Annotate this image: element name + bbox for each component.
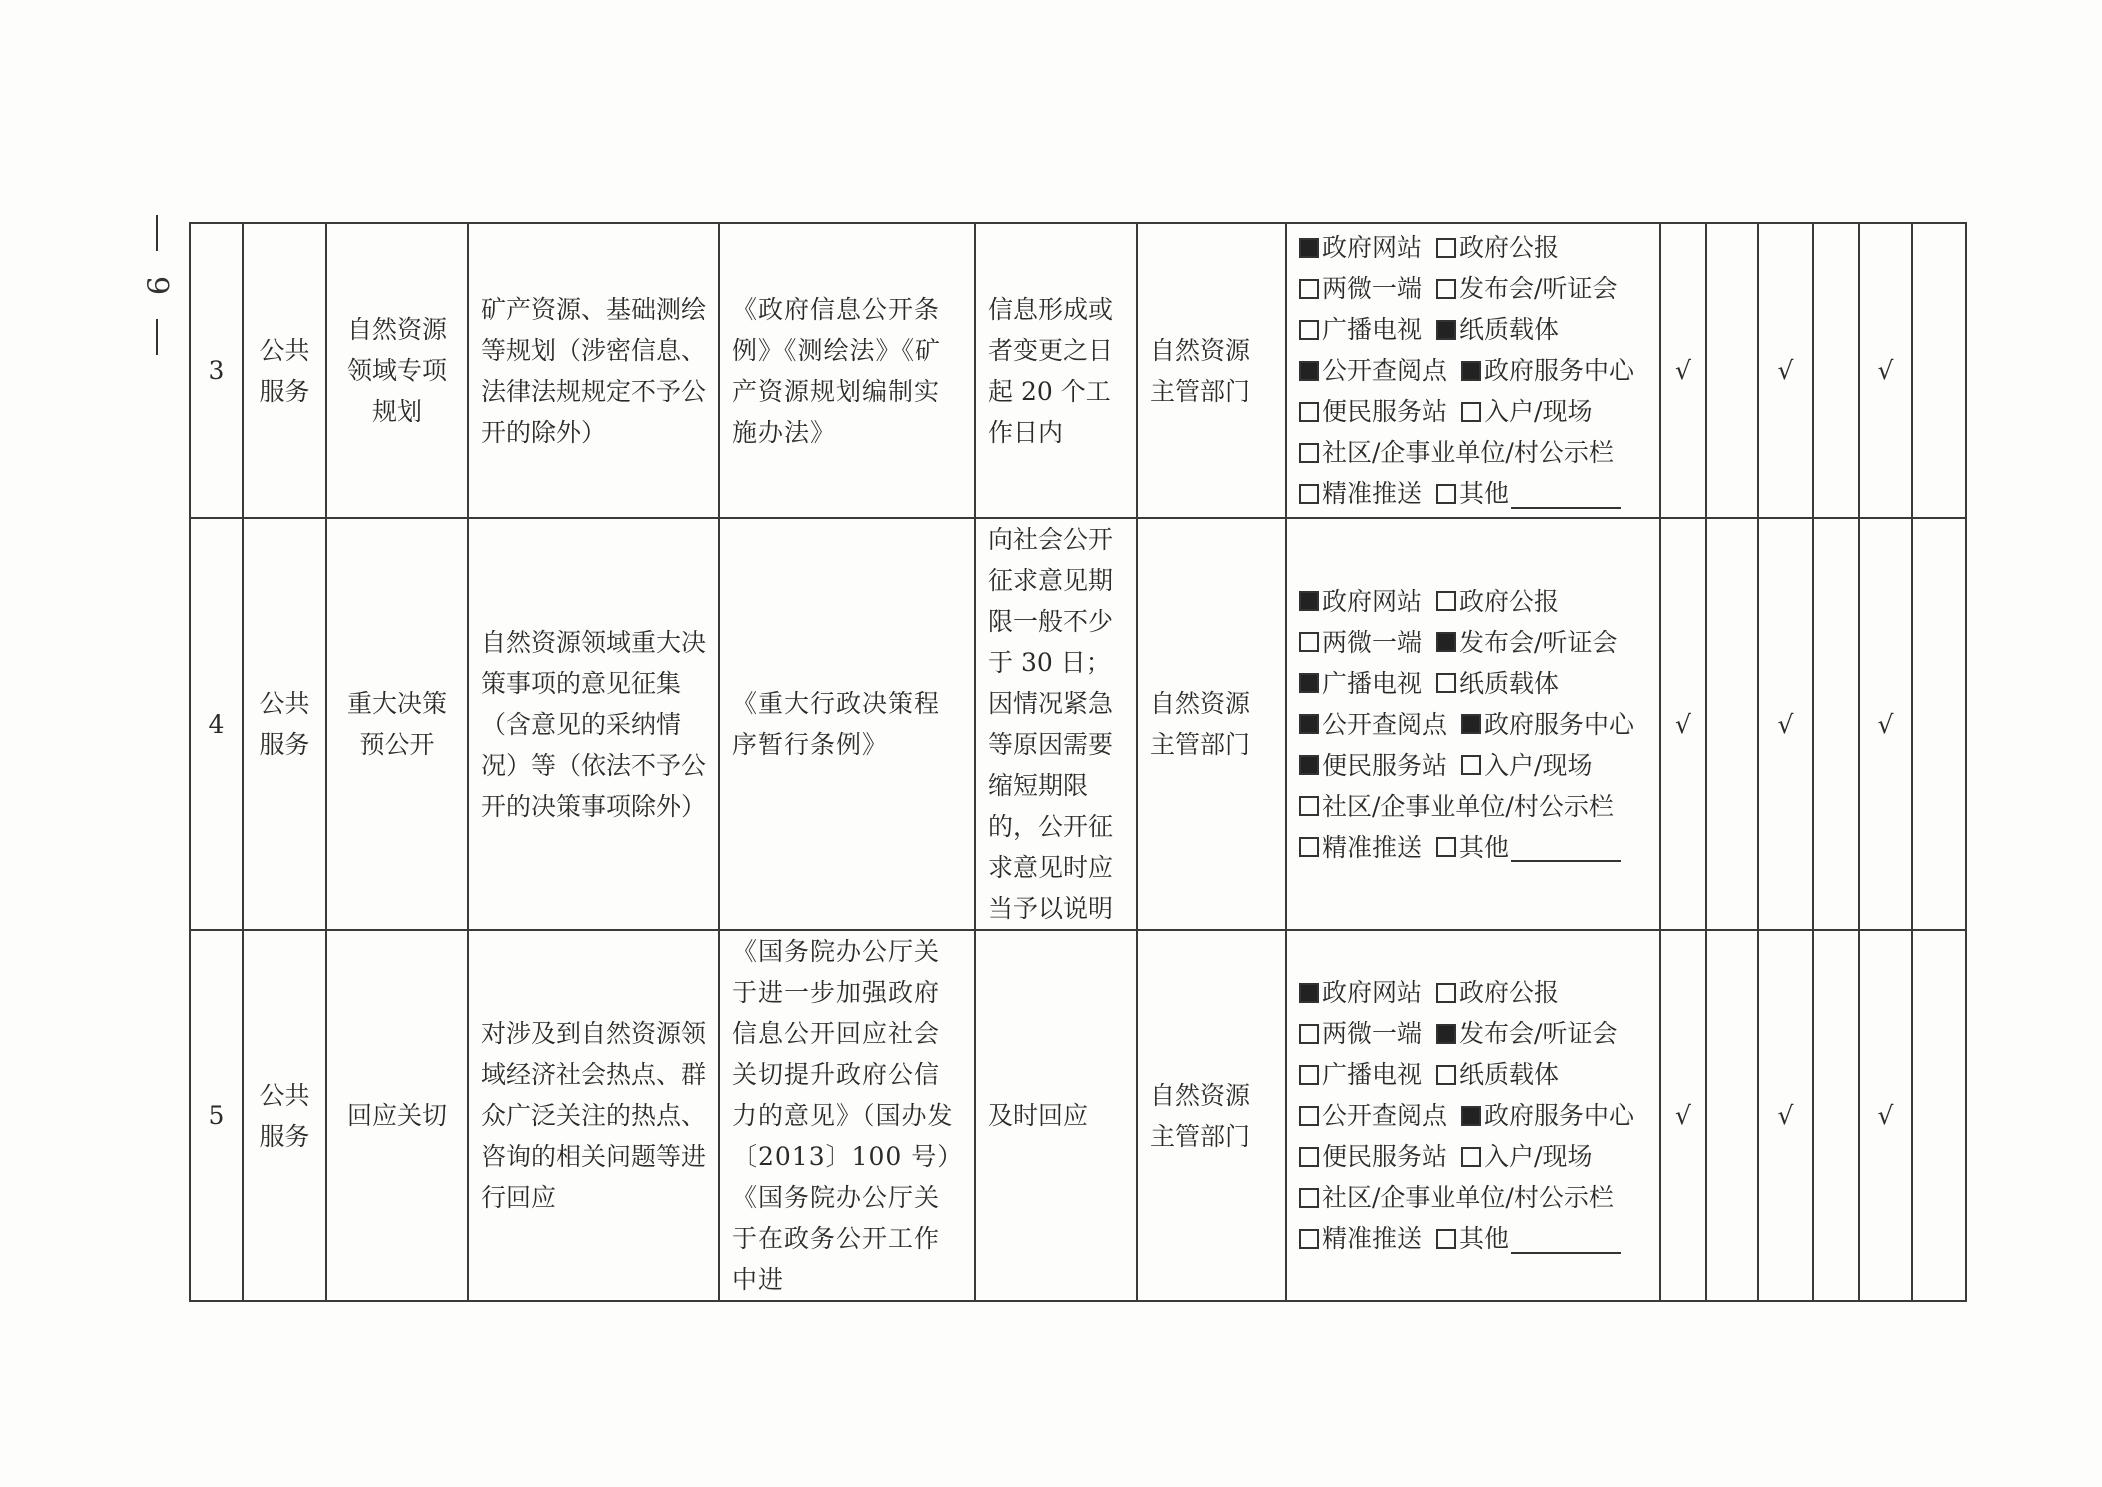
unchecked-box-icon [1299, 1229, 1319, 1249]
unchecked-box-icon [1299, 1147, 1319, 1167]
channel-option [1436, 1054, 1559, 1095]
checked-box-icon [1299, 591, 1319, 611]
channel-label: 政府服务中心 [1484, 1101, 1635, 1130]
channel-label: 发布会/听证会 [1459, 274, 1618, 303]
channel-option [1436, 663, 1559, 704]
table-row [190, 930, 1966, 1301]
row-category: 公共服务 [243, 223, 326, 518]
channel-label: 社区/企事业单位/村公示栏 [1322, 1183, 1614, 1212]
channel-label: 广播电视 [1322, 1060, 1423, 1089]
channel-label: 社区/企事业单位/村公示栏 [1322, 438, 1614, 467]
channel-option [1436, 473, 1621, 514]
channel-line [1299, 581, 1647, 622]
channel-option [1436, 227, 1559, 268]
channel-option [1299, 309, 1422, 350]
check-mark: √ [1758, 223, 1813, 518]
checked-box-icon [1436, 632, 1456, 652]
channel-option [1436, 581, 1559, 622]
row-category: 公共服务 [243, 930, 326, 1301]
unchecked-box-icon [1436, 591, 1456, 611]
channel-label: 两微一端 [1322, 274, 1423, 303]
unchecked-box-icon [1299, 1188, 1319, 1208]
fill-in-blank-line [1511, 1224, 1621, 1254]
channel-line [1299, 432, 1647, 473]
channel-option [1461, 350, 1634, 391]
unchecked-box-icon [1436, 983, 1456, 1003]
channel-line [1299, 972, 1647, 1013]
channel-line [1299, 1054, 1647, 1095]
unchecked-box-icon [1299, 279, 1319, 299]
row-department: 自然资源主管部门 [1137, 930, 1286, 1301]
fill-in-blank-line [1511, 832, 1621, 862]
channel-option [1299, 663, 1422, 704]
channel-option [1299, 268, 1422, 309]
channel-label: 入户/现场 [1484, 750, 1593, 780]
channel-label: 精准推送 [1322, 479, 1423, 508]
row-index: 5 [190, 930, 243, 1301]
channel-option [1299, 473, 1422, 514]
channel-line [1299, 268, 1647, 309]
channel-line [1299, 1013, 1647, 1054]
unchecked-box-icon [1436, 484, 1456, 504]
row-channels [1286, 223, 1660, 518]
channel-label: 公开查阅点 [1322, 709, 1448, 739]
unchecked-box-icon [1299, 320, 1319, 340]
check-mark: √ [1859, 518, 1912, 930]
channel-option [1299, 1013, 1422, 1054]
channel-label: 入户/现场 [1484, 1142, 1593, 1171]
channel-option [1436, 972, 1559, 1013]
channel-option [1299, 432, 1614, 473]
channel-label: 政府网站 [1322, 233, 1423, 262]
row-index: 4 [190, 518, 243, 930]
unchecked-box-icon [1436, 1065, 1456, 1085]
channel-option [1299, 350, 1447, 391]
channel-label: 便民服务站 [1322, 1142, 1448, 1171]
check-mark: √ [1660, 518, 1706, 930]
channel-line [1299, 786, 1647, 827]
channel-label: 精准推送 [1322, 1224, 1423, 1253]
unchecked-box-icon [1299, 443, 1319, 463]
unchecked-box-icon [1299, 1106, 1319, 1126]
checked-box-icon [1299, 714, 1319, 734]
check-mark: √ [1660, 930, 1706, 1301]
row-channels [1286, 930, 1660, 1301]
channel-line [1299, 745, 1647, 786]
checked-box-icon [1299, 983, 1319, 1003]
channel-label: 政府公报 [1459, 233, 1560, 262]
channel-line [1299, 1218, 1647, 1259]
channel-label: 政府网站 [1322, 586, 1423, 616]
unchecked-box-icon [1461, 755, 1481, 775]
row-index: 3 [190, 223, 243, 518]
channel-option [1436, 309, 1559, 350]
checked-box-icon [1299, 238, 1319, 258]
row-time-limit: 信息形成或者变更之日起 20 个工作日内 [975, 223, 1137, 518]
check-mark: √ [1859, 223, 1912, 518]
channel-option [1461, 704, 1634, 745]
page-number-dash-top [156, 215, 158, 251]
channel-line [1299, 350, 1647, 391]
channel-option [1299, 622, 1422, 663]
channel-line [1299, 622, 1647, 663]
channel-option [1299, 227, 1422, 268]
disclosure-table [189, 222, 1967, 1302]
channel-label: 发布会/听证会 [1459, 627, 1618, 657]
channel-option [1299, 581, 1422, 622]
channel-label: 纸质载体 [1459, 668, 1560, 698]
channel-line [1299, 1177, 1647, 1218]
channel-option [1461, 1136, 1592, 1177]
table-row [190, 223, 1966, 518]
row-department: 自然资源主管部门 [1137, 518, 1286, 930]
empty-cell [1912, 930, 1966, 1301]
channel-line [1299, 1095, 1647, 1136]
empty-cell [1813, 223, 1859, 518]
empty-cell [1813, 930, 1859, 1301]
row-time-limit: 及时回应 [975, 930, 1137, 1301]
unchecked-box-icon [1299, 402, 1319, 422]
empty-cell [1912, 223, 1966, 518]
channel-option [1299, 827, 1422, 868]
channel-label: 社区/企事业单位/村公示栏 [1322, 791, 1614, 821]
channel-label: 政府网站 [1322, 978, 1423, 1007]
channel-label: 发布会/听证会 [1459, 1019, 1618, 1048]
channel-label: 其他 [1459, 1224, 1510, 1253]
channel-line [1299, 1136, 1647, 1177]
row-item: 自然资源领域专项规划 [326, 223, 468, 518]
unchecked-box-icon [1461, 1147, 1481, 1167]
checked-box-icon [1461, 361, 1481, 381]
empty-cell [1706, 930, 1758, 1301]
channel-option [1299, 786, 1614, 827]
channel-option [1299, 1177, 1614, 1218]
channel-option [1299, 1095, 1447, 1136]
channel-label: 公开查阅点 [1322, 356, 1448, 385]
channel-option [1299, 1218, 1422, 1259]
channel-option [1299, 745, 1447, 786]
checked-box-icon [1299, 755, 1319, 775]
page-number-dash-bottom [156, 319, 158, 355]
row-channels [1286, 518, 1660, 930]
channel-label: 政府公报 [1459, 586, 1560, 616]
check-mark: √ [1758, 930, 1813, 1301]
channel-option [1436, 1218, 1621, 1259]
channel-label: 政府服务中心 [1484, 356, 1635, 385]
channel-line [1299, 704, 1647, 745]
unchecked-box-icon [1299, 796, 1319, 816]
channel-option [1299, 972, 1422, 1013]
row-basis: 《重大行政决策程序暂行条例》 [719, 518, 975, 930]
channel-label: 政府公报 [1459, 978, 1560, 1007]
checked-box-icon [1461, 714, 1481, 734]
unchecked-box-icon [1436, 673, 1456, 693]
row-content: 矿产资源、基础测绘等规划（涉密信息、法律法规规定不予公开的除外） [468, 223, 719, 518]
channel-line [1299, 309, 1647, 350]
row-basis: 《国务院办公厅关于进一步加强政府信息公开回应社会关切提升政府公信力的意见》（国办发〔2013〕100 号）《国务院办公厅关于在政务公开工作中进 [719, 930, 975, 1301]
channel-line [1299, 663, 1647, 704]
row-item: 回应关切 [326, 930, 468, 1301]
channel-line [1299, 473, 1647, 514]
checked-box-icon [1299, 673, 1319, 693]
fill-in-blank-line [1511, 479, 1621, 509]
unchecked-box-icon [1461, 402, 1481, 422]
check-mark: √ [1859, 930, 1912, 1301]
table-row [190, 518, 1966, 930]
channel-label: 纸质载体 [1459, 315, 1560, 344]
channel-label: 两微一端 [1322, 627, 1423, 657]
unchecked-box-icon [1299, 1065, 1319, 1085]
row-item: 重大决策预公开 [326, 518, 468, 930]
channel-label: 入户/现场 [1484, 397, 1593, 426]
unchecked-box-icon [1299, 632, 1319, 652]
page-number-text: 9 [139, 275, 175, 295]
channel-line [1299, 391, 1647, 432]
channel-label: 纸质载体 [1459, 1060, 1560, 1089]
check-mark: √ [1758, 518, 1813, 930]
channel-label: 两微一端 [1322, 1019, 1423, 1048]
unchecked-box-icon [1436, 837, 1456, 857]
row-department: 自然资源主管部门 [1137, 223, 1286, 518]
unchecked-box-icon [1299, 1024, 1319, 1044]
channel-label: 广播电视 [1322, 315, 1423, 344]
channel-label: 便民服务站 [1322, 397, 1448, 426]
channel-option [1299, 391, 1447, 432]
row-basis: 《政府信息公开条例》《测绘法》《矿产资源规划编制实施办法》 [719, 223, 975, 518]
checked-box-icon [1461, 1106, 1481, 1126]
channel-label: 精准推送 [1322, 832, 1423, 862]
channel-line [1299, 227, 1647, 268]
page-number [137, 215, 177, 355]
row-time-limit: 向社会公开征求意见期限一般不少于 30 日；因情况紧急等原因需要缩短期限的，公开征求意见时应当予以说明 [975, 518, 1137, 930]
empty-cell [1813, 518, 1859, 930]
checked-box-icon [1436, 1024, 1456, 1044]
channel-label: 广播电视 [1322, 668, 1423, 698]
channel-label: 政府服务中心 [1484, 709, 1635, 739]
channel-option [1436, 622, 1617, 663]
channel-option [1436, 1013, 1617, 1054]
channel-option [1461, 745, 1592, 786]
channel-option [1299, 1136, 1447, 1177]
channel-option [1436, 268, 1617, 309]
row-content: 对涉及到自然资源领域经济社会热点、群众广泛关注的热点、咨询的相关问题等进行回应 [468, 930, 719, 1301]
unchecked-box-icon [1299, 837, 1319, 857]
channel-label: 公开查阅点 [1322, 1101, 1448, 1130]
checked-box-icon [1299, 361, 1319, 381]
channel-option [1299, 704, 1447, 745]
channel-option [1461, 391, 1592, 432]
unchecked-box-icon [1436, 238, 1456, 258]
checked-box-icon [1436, 320, 1456, 340]
row-content: 自然资源领域重大决策事项的意见征集（含意见的采纳情况）等（依法不予公开的决策事项除外） [468, 518, 719, 930]
empty-cell [1706, 518, 1758, 930]
channel-option [1436, 827, 1621, 868]
channel-option [1299, 1054, 1422, 1095]
channel-option [1461, 1095, 1634, 1136]
channel-label: 其他 [1459, 832, 1510, 862]
empty-cell [1912, 518, 1966, 930]
channel-label: 其他 [1459, 479, 1510, 508]
empty-cell [1706, 223, 1758, 518]
row-category: 公共服务 [243, 518, 326, 930]
unchecked-box-icon [1436, 1229, 1456, 1249]
check-mark: √ [1660, 223, 1706, 518]
channel-line [1299, 827, 1647, 868]
unchecked-box-icon [1299, 484, 1319, 504]
unchecked-box-icon [1436, 279, 1456, 299]
channel-label: 便民服务站 [1322, 750, 1448, 780]
